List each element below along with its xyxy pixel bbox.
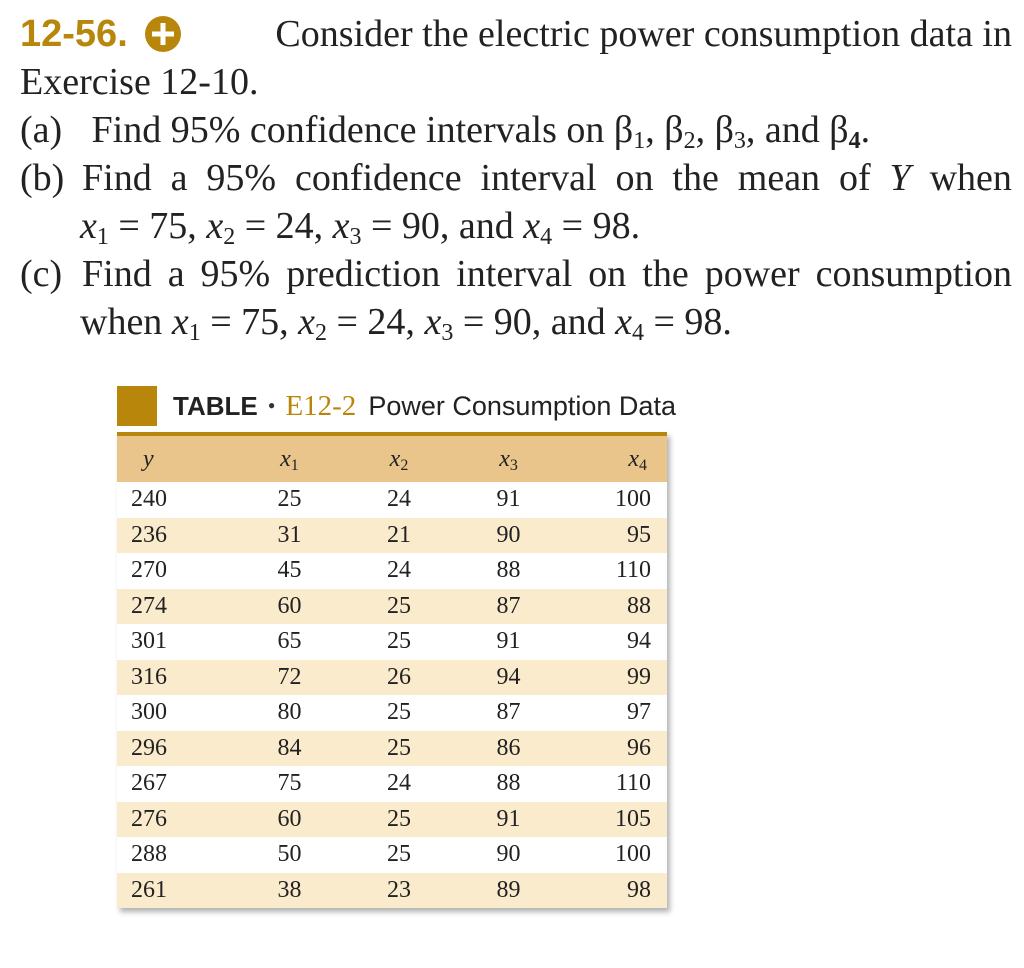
beta-subscript: 1: [633, 128, 646, 154]
table-cell: 261: [131, 876, 167, 903]
part-c-condition: when $x_1 = 75$, $x_2 = 24$, $x_3 = 90$, and $x_4 = 98$.: [80, 301, 732, 346]
table-cell: 94: [627, 628, 651, 655]
table-cell: 110: [615, 557, 651, 584]
word: confidence: [294, 157, 462, 199]
part-b-line-1: [20, 154, 1012, 202]
variable-x: x: [332, 205, 350, 247]
word: 95%: [206, 157, 277, 199]
table-row: [117, 837, 667, 873]
table-cell: 25: [387, 592, 411, 619]
table-cell: 24: [387, 486, 411, 513]
table-cell: 288: [131, 841, 167, 868]
table-row: [117, 482, 667, 518]
column-header-x2: $x_2$: [389, 445, 409, 474]
table-cell: 89: [496, 876, 521, 903]
table-cell: 38: [277, 876, 302, 903]
plus-circle-icon[interactable]: [144, 15, 182, 53]
word: the: [642, 253, 689, 295]
table-cell: 25: [387, 805, 411, 832]
table-cell: 24: [387, 557, 411, 584]
word: Y: [889, 157, 911, 199]
table-cell: 88: [627, 592, 651, 619]
word: 95%: [200, 253, 271, 295]
table-cell: 240: [131, 486, 167, 513]
beta-subscript: 4: [848, 128, 861, 154]
table-row: [117, 624, 667, 660]
word: interval: [456, 253, 573, 295]
problem-intro-text: Consider the electric power consumption data in: [275, 13, 1012, 55]
part-a-label: (a): [20, 109, 63, 151]
column-subscript: 2: [400, 456, 409, 474]
table-label: TABLE: [173, 390, 258, 421]
variable-x: x: [615, 301, 632, 343]
variable-x: x: [206, 205, 224, 247]
part-b-condition: $x_1 = 75$, $x_2 = 24$, $x_3 = 90$, and $x_4 = 98$.: [80, 205, 641, 250]
variable-subscript: 3: [349, 224, 362, 250]
table-cell: 75: [277, 770, 302, 797]
part-a: [20, 106, 1012, 154]
beta-subscript: 2: [683, 128, 696, 154]
table-cell: 25: [277, 486, 302, 513]
table-number: E12-2: [285, 389, 357, 422]
part-b-label: (b): [20, 157, 65, 199]
table-row: [117, 518, 667, 554]
word: a: [167, 253, 185, 295]
table-cell: 267: [131, 770, 167, 797]
variable-subscript: 2: [315, 320, 327, 346]
table-cell: 91: [496, 628, 521, 655]
word: interval: [480, 157, 597, 199]
variable-x: x: [523, 205, 541, 247]
variable-subscript: 4: [540, 224, 553, 250]
word: when: [929, 157, 1012, 199]
table-cell: 91: [496, 486, 521, 513]
variable-x: x: [298, 301, 315, 343]
word: of: [838, 157, 871, 199]
table-cell: 65: [277, 628, 302, 655]
problem-intro-line: [20, 10, 1012, 58]
problem-statement: [20, 10, 1012, 346]
word: consumption: [815, 253, 1012, 295]
table-cell: 105: [615, 805, 651, 832]
table-row: [117, 589, 667, 625]
column-header-x3: $x_3$: [499, 445, 518, 474]
table-cell: 270: [131, 557, 167, 584]
table-header-row: [117, 434, 667, 482]
part-c-label: (c): [20, 253, 63, 295]
table-cell: 276: [131, 805, 167, 832]
table-cell: 296: [131, 734, 167, 761]
table-body: [117, 482, 667, 908]
table-cell: 84: [277, 734, 302, 761]
column-header-y: y: [143, 445, 154, 472]
table-cell: 110: [615, 770, 651, 797]
variable-subscript: 1: [96, 224, 109, 250]
table-row: [117, 766, 667, 802]
table-cell: 80: [277, 699, 302, 726]
part-a-text: Find 95% confidence intervals on $\beta_1$, $\beta_2$, $\beta_3$, and $\beta_4$.: [91, 109, 871, 154]
table-cell: 94: [496, 663, 521, 690]
variable-subscript: 4: [631, 320, 644, 346]
table-cell: 236: [131, 521, 167, 548]
variable-subscript: 3: [441, 320, 454, 346]
table-cell: 300: [131, 699, 167, 726]
table-row: [117, 873, 667, 909]
word: power: [704, 253, 800, 295]
table-cell: 90: [496, 841, 521, 868]
word: Find: [82, 157, 152, 199]
table-caption: [117, 386, 676, 426]
table-cell: 97: [627, 699, 651, 726]
column-subscript: 4: [639, 456, 647, 474]
word: on: [588, 253, 627, 295]
table-cell: 100: [615, 486, 651, 513]
table-cell: 91: [496, 805, 521, 832]
table-row: [117, 802, 667, 838]
part-c-line-1: [20, 250, 1012, 298]
table-cell: 50: [277, 841, 302, 868]
table-cell: 23: [387, 876, 411, 903]
table-cell: 88: [496, 557, 521, 584]
table-cell: 95: [627, 521, 651, 548]
word: mean: [737, 157, 821, 199]
table-row: [117, 731, 667, 767]
table-cell: 316: [131, 663, 167, 690]
table-cell: 88: [496, 770, 521, 797]
table-cell: 301: [131, 628, 167, 655]
table-cell: 21: [387, 521, 411, 548]
word: a: [170, 157, 188, 199]
table-marker-block: [117, 386, 157, 426]
table-cell: 86: [496, 734, 521, 761]
table-cell: 60: [277, 592, 302, 619]
table-cell: 45: [277, 557, 302, 584]
table-cell: 26: [387, 663, 411, 690]
table-cell: 87: [496, 699, 521, 726]
table-row: [117, 553, 667, 589]
beta-subscript: 3: [733, 128, 746, 154]
column-subscript: 3: [509, 456, 518, 474]
table-cell: 24: [387, 770, 411, 797]
table-row: [117, 695, 667, 731]
variable-subscript: 2: [223, 224, 236, 250]
problem-intro-line-2: Exercise 12-10.: [20, 61, 259, 103]
variable-x: x: [424, 301, 442, 343]
table-row: [117, 660, 667, 696]
table-cell: 72: [277, 663, 302, 690]
column-header-x4: $x_4$: [628, 445, 647, 474]
table-separator: •: [267, 393, 276, 418]
table-cell: 31: [277, 521, 302, 548]
word: prediction: [286, 253, 441, 295]
variable-subscript: 1: [188, 320, 201, 346]
table-cell: 100: [615, 841, 651, 868]
power-consumption-table: [117, 432, 667, 908]
word: Find: [82, 253, 152, 295]
variable-x: x: [171, 301, 189, 343]
problem-number: 12-56.: [20, 13, 128, 55]
table-cell: 99: [627, 663, 651, 690]
table-cell: 60: [277, 805, 302, 832]
table-name: Power Consumption Data: [368, 390, 676, 421]
table-cell: 25: [387, 699, 411, 726]
table-cell: 90: [496, 521, 521, 548]
column-subscript: 1: [290, 456, 299, 474]
table-cell: 25: [387, 628, 411, 655]
variable-x: x: [80, 205, 97, 247]
word: the: [672, 157, 719, 199]
table-cell: 87: [496, 592, 521, 619]
word: on: [615, 157, 654, 199]
table-cell: 25: [387, 841, 411, 868]
part-c-text: [82, 250, 1012, 298]
table-cell: 274: [131, 592, 167, 619]
table-cell: 25: [387, 734, 411, 761]
table-cell: 96: [627, 734, 651, 761]
column-header-x1: $x_1$: [280, 445, 299, 474]
table-cell: 98: [627, 876, 651, 903]
part-b-text: [82, 154, 1012, 202]
